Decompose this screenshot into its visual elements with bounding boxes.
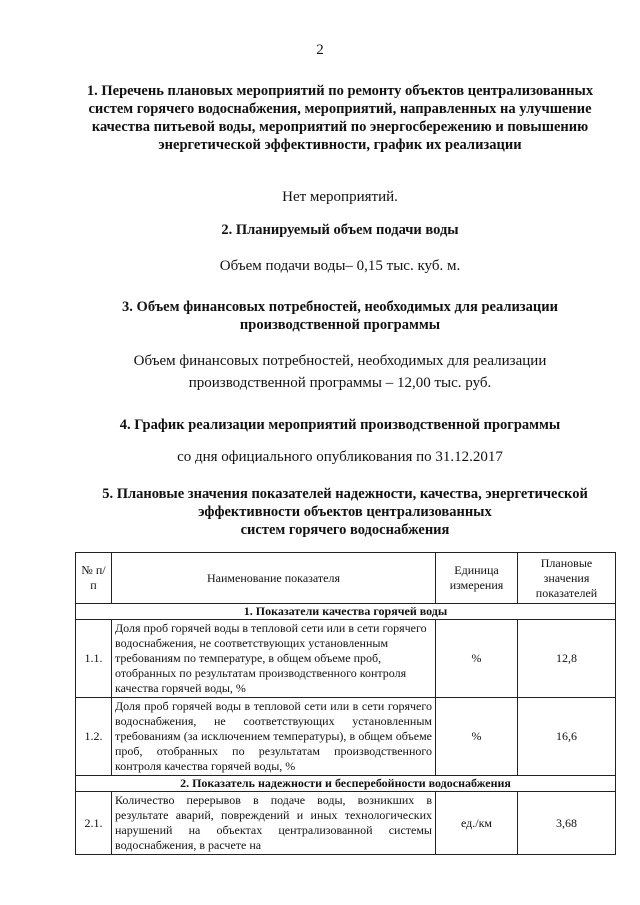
section-5-heading: [60, 485, 630, 539]
group-1-title: 1. Показатели качества горячей воды: [76, 604, 616, 620]
header-num: № п/п: [76, 553, 112, 604]
table-row: [76, 792, 616, 855]
table-group-row: [76, 776, 616, 792]
row-num: 1.2.: [76, 698, 112, 776]
section-1-heading: 1. Перечень плановых мероприятий по ремонту объектов централизованных систем горячего водоснабжения, мероприятий, направленных на улучшение качества питьевой воды, мероприятий по энергосбережению и повышению энергетической эффективности, график их реализации: [86, 83, 594, 153]
section-5-heading-line-3: систем горячего водоснабжения: [240, 522, 450, 538]
group-2-title: 2. Показатель надежности и бесперебойности водоснабжения: [76, 776, 616, 792]
section-3-text: Объем финансовых потребностей, необходимых для реализации производственной программы – 12,00 тыс. руб.: [133, 353, 547, 391]
section-2-heading: 2. Планируемый объем подачи воды: [221, 222, 459, 238]
row-num: 2.1.: [76, 792, 112, 855]
row-unit: %: [436, 620, 518, 698]
table-row: [76, 620, 616, 698]
table-row: [76, 698, 616, 776]
section-1-text: Нет мероприятий.: [282, 189, 398, 205]
row-name: Доля проб горячей воды в тепловой сети или в сети горячего водоснабжения, не соответствующих установленным требованиям (за исключением температуры), в общем объеме проб, отобранных по результатам производственного контроля качества горячей воды, %: [112, 698, 436, 776]
indicators-table: [75, 552, 616, 855]
row-num: 1.1.: [76, 620, 112, 698]
section-4-text: со дня официального опубликования по 31.12.2017: [177, 449, 503, 465]
section-4-heading: 4. График реализации мероприятий производственной программы: [119, 417, 561, 433]
row-value: 12,8: [518, 620, 616, 698]
section-5-heading-line-1: 5. Плановые значения показателей надежности, качества, энергетической: [102, 486, 588, 502]
page-number: 2: [316, 42, 324, 58]
row-value: 16,6: [518, 698, 616, 776]
row-name: Доля проб горячей воды в тепловой сети или в сети горячего водоснабжения, не соответствующих установленным требованиям по температуре, в общем объеме проб, отобранных по результатам производственного контроля качества горячей воды, %: [112, 620, 436, 698]
table-header-row: [76, 553, 616, 604]
row-name: Количество перерывов в подаче воды, возникших в результате аварий, повреждений и иных технологических нарушений на объектах централизованной системы водоснабжения, в расчете на: [112, 792, 436, 855]
row-value: 3,68: [518, 792, 616, 855]
header-name: Наименование показателя: [112, 553, 436, 604]
table-group-row: [76, 604, 616, 620]
header-value: Плановые значения показателей: [518, 553, 616, 604]
row-unit: %: [436, 698, 518, 776]
section-3-heading: 3. Объем финансовых потребностей, необходимых для реализации производственной программы: [122, 299, 558, 333]
header-unit: Единица измерения: [436, 553, 518, 604]
row-unit: ед./км: [436, 792, 518, 855]
section-5-heading-line-2: эффективности объектов централизованных: [198, 504, 492, 520]
section-2-text: Объем подачи воды– 0,15 тыс. куб. м.: [219, 258, 461, 274]
